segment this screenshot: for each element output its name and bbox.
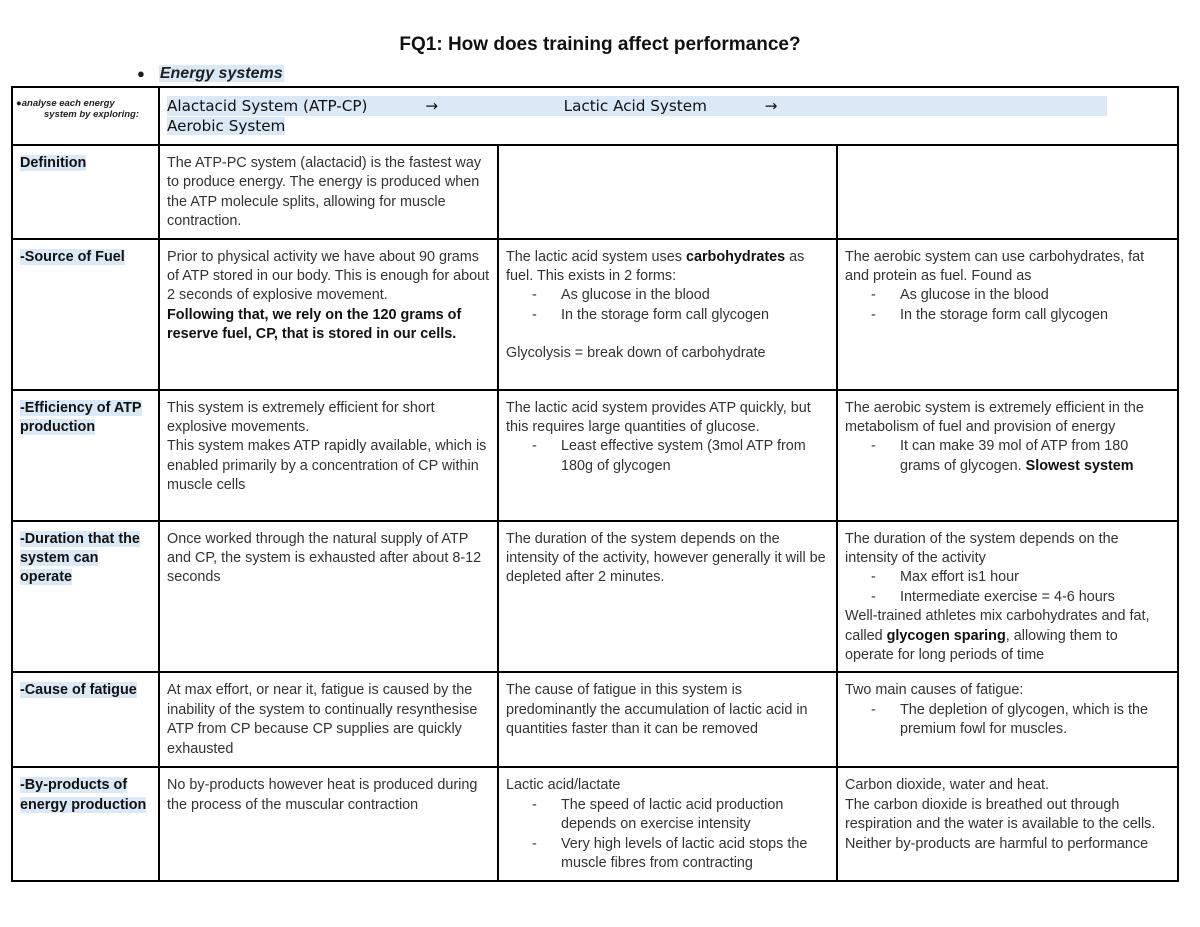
definition-lactic-cell: [498, 145, 837, 239]
list-item: - It can make 39 mol of ATP from 180 grams of glycogen. Slowest system: [871, 437, 1170, 476]
fatigue-aerobic-text: Two main causes of fatigue:: [845, 682, 1024, 699]
list-item: - In the storage form call glycogen: [532, 306, 829, 325]
list-item: - As glucose in the blood: [871, 286, 1170, 305]
definition-aerobic-cell: [837, 145, 1178, 239]
energy-systems-table: [11, 86, 1179, 882]
byproducts-aerobic-p2: The carbon dioxide is breathed out through respiration and the water is available to the cells. Neither by-products are harmful to performance: [845, 796, 1156, 852]
duration-atp-cell: Once worked through the natural supply of ATP and CP, the system is exhausted after about 8-12 seconds: [159, 521, 498, 673]
fatigue-atp-cell: At max effort, or near it, fatigue is caused by the inability of the system to continually resynthesise ATP from CP because CP supplies are quickly exhausted: [159, 672, 498, 767]
energy-systems-heading: [137, 65, 284, 83]
fatigue-lactic-cell: The cause of fatigue in this system is predominantly the accumulation of lactic acid in quantities faster than it can be removed: [498, 672, 837, 767]
duration-aerobic-cell: [837, 521, 1178, 673]
efficiency-lactic-list: [506, 437, 829, 476]
list-item: - Very high levels of lactic acid stops the muscle fibres from contracting: [532, 835, 829, 874]
list-item: - The speed of lactic acid production depends on exercise intensity: [532, 796, 829, 835]
fuel-aerobic-text: The aerobic system can use carbohydrates, fat and protein as fuel. Found as: [845, 248, 1145, 285]
table-header-row: [12, 87, 1178, 145]
table-row-byproducts: [12, 767, 1178, 880]
list-item: - The depletion of glycogen, which is the premium fowl for muscles.: [871, 701, 1170, 740]
duration-aerobic-list: [845, 568, 1170, 607]
table-row-fuel: [12, 239, 1178, 390]
page-title: FQ1: How does training affect performance?: [399, 34, 801, 55]
byproducts-aerobic-cell: [837, 767, 1178, 880]
fuel-atp-text: Prior to physical activity we have about 90 grams of ATP stored in our body. This is enough for about 2 seconds of explosive movement.: [167, 248, 490, 304]
list-item: - Max effort is1 hour: [871, 568, 1170, 587]
table-row-definition: [12, 145, 1178, 239]
row-label-duration: -Duration that the system can operate: [12, 521, 159, 673]
efficiency-aerobic-list: [845, 437, 1170, 476]
fatigue-aerobic-cell: [837, 672, 1178, 767]
efficiency-lactic-text: The lactic acid system provides ATP quickly, but this requires large quantities of glucose.: [506, 399, 811, 436]
fuel-lactic-note: Glycolysis = break down of carbohydrate: [506, 345, 766, 362]
row-label-byproducts: -By-products of energy production: [12, 767, 159, 880]
bullet-icon: ●: [137, 66, 145, 81]
table-row-duration: [12, 521, 1178, 673]
byproducts-lactic-text: Lactic acid/lactate: [506, 777, 621, 794]
list-item: - As glucose in the blood: [532, 286, 829, 305]
efficiency-atp-cell: [159, 390, 498, 521]
duration-aerobic-after: Well-trained athletes mix carbohydrates and fat, called glycogen sparing, allowing them to operate for long periods of time: [845, 608, 1150, 664]
byproducts-aerobic-p1: Carbon dioxide, water and heat.: [845, 777, 1049, 794]
fuel-lactic-list: [506, 286, 829, 325]
row-label-fuel: -Source of Fuel: [12, 239, 159, 390]
systems-header-line1: Alactacid System (ATP-CP) → Lactic Acid System →: [167, 96, 1107, 116]
byproducts-atp-cell: No by-products however heat is produced during the process of the muscular contraction: [159, 767, 498, 880]
efficiency-atp-p2: This system makes ATP rapidly available, which is enabled primarily by a concentration of CP within muscle cells: [167, 438, 487, 494]
energy-systems-label: Energy systems: [159, 65, 283, 82]
duration-lactic-cell: The duration of the system depends on the intensity of the activity, however generally it will be depleted after 2 minutes.: [498, 521, 837, 673]
definition-atp-cell: The ATP-PC system (alactacid) is the fastest way to produce energy. The energy is produced when the ATP molecule splits, allowing for muscle contraction.: [159, 145, 498, 239]
table-row-fatigue: [12, 672, 1178, 767]
list-item: - Intermediate exercise = 4-6 hours: [871, 588, 1170, 607]
list-item: - In the storage form call glycogen: [871, 306, 1170, 325]
list-item: - Least effective system (3mol ATP from 180g of glycogen: [532, 437, 829, 476]
row-label-fatigue: -Cause of fatigue: [12, 672, 159, 767]
duration-aerobic-text: The duration of the system depends on the intensity of the activity: [845, 530, 1119, 567]
efficiency-aerobic-cell: [837, 390, 1178, 521]
efficiency-atp-p1: This system is extremely efficient for short explosive movements.: [167, 399, 435, 436]
efficiency-aerobic-text: The aerobic system is extremely efficient in the metabolism of fuel and provision of energy: [845, 399, 1144, 436]
fatigue-aerobic-list: [845, 701, 1170, 740]
row-label-definition: Definition: [12, 145, 159, 239]
fuel-aerobic-list: [845, 286, 1170, 325]
efficiency-lactic-cell: [498, 390, 837, 521]
row-label-efficiency: -Efficiency of ATP production: [12, 390, 159, 521]
header-prompt-cell: [12, 87, 159, 145]
systems-header-line2: Aerobic System: [167, 117, 286, 135]
header-prompt-line2: system by exploring:: [44, 109, 140, 120]
fuel-lactic-text: The lactic acid system uses carbohydrates as fuel. This exists in 2 forms:: [506, 248, 805, 285]
byproducts-lactic-list: [506, 796, 829, 874]
fuel-aerobic-cell: [837, 239, 1178, 390]
header-prompt-line1: ●analyse each energy: [16, 98, 115, 109]
fuel-atp-cell: [159, 239, 498, 390]
systems-header-cell: [159, 87, 1178, 145]
byproducts-lactic-cell: [498, 767, 837, 880]
fuel-lactic-cell: [498, 239, 837, 390]
table-row-efficiency: [12, 390, 1178, 521]
fuel-atp-bold: Following that, we rely on the 120 grams of reserve fuel, CP, that is stored in our cells.: [167, 306, 462, 343]
